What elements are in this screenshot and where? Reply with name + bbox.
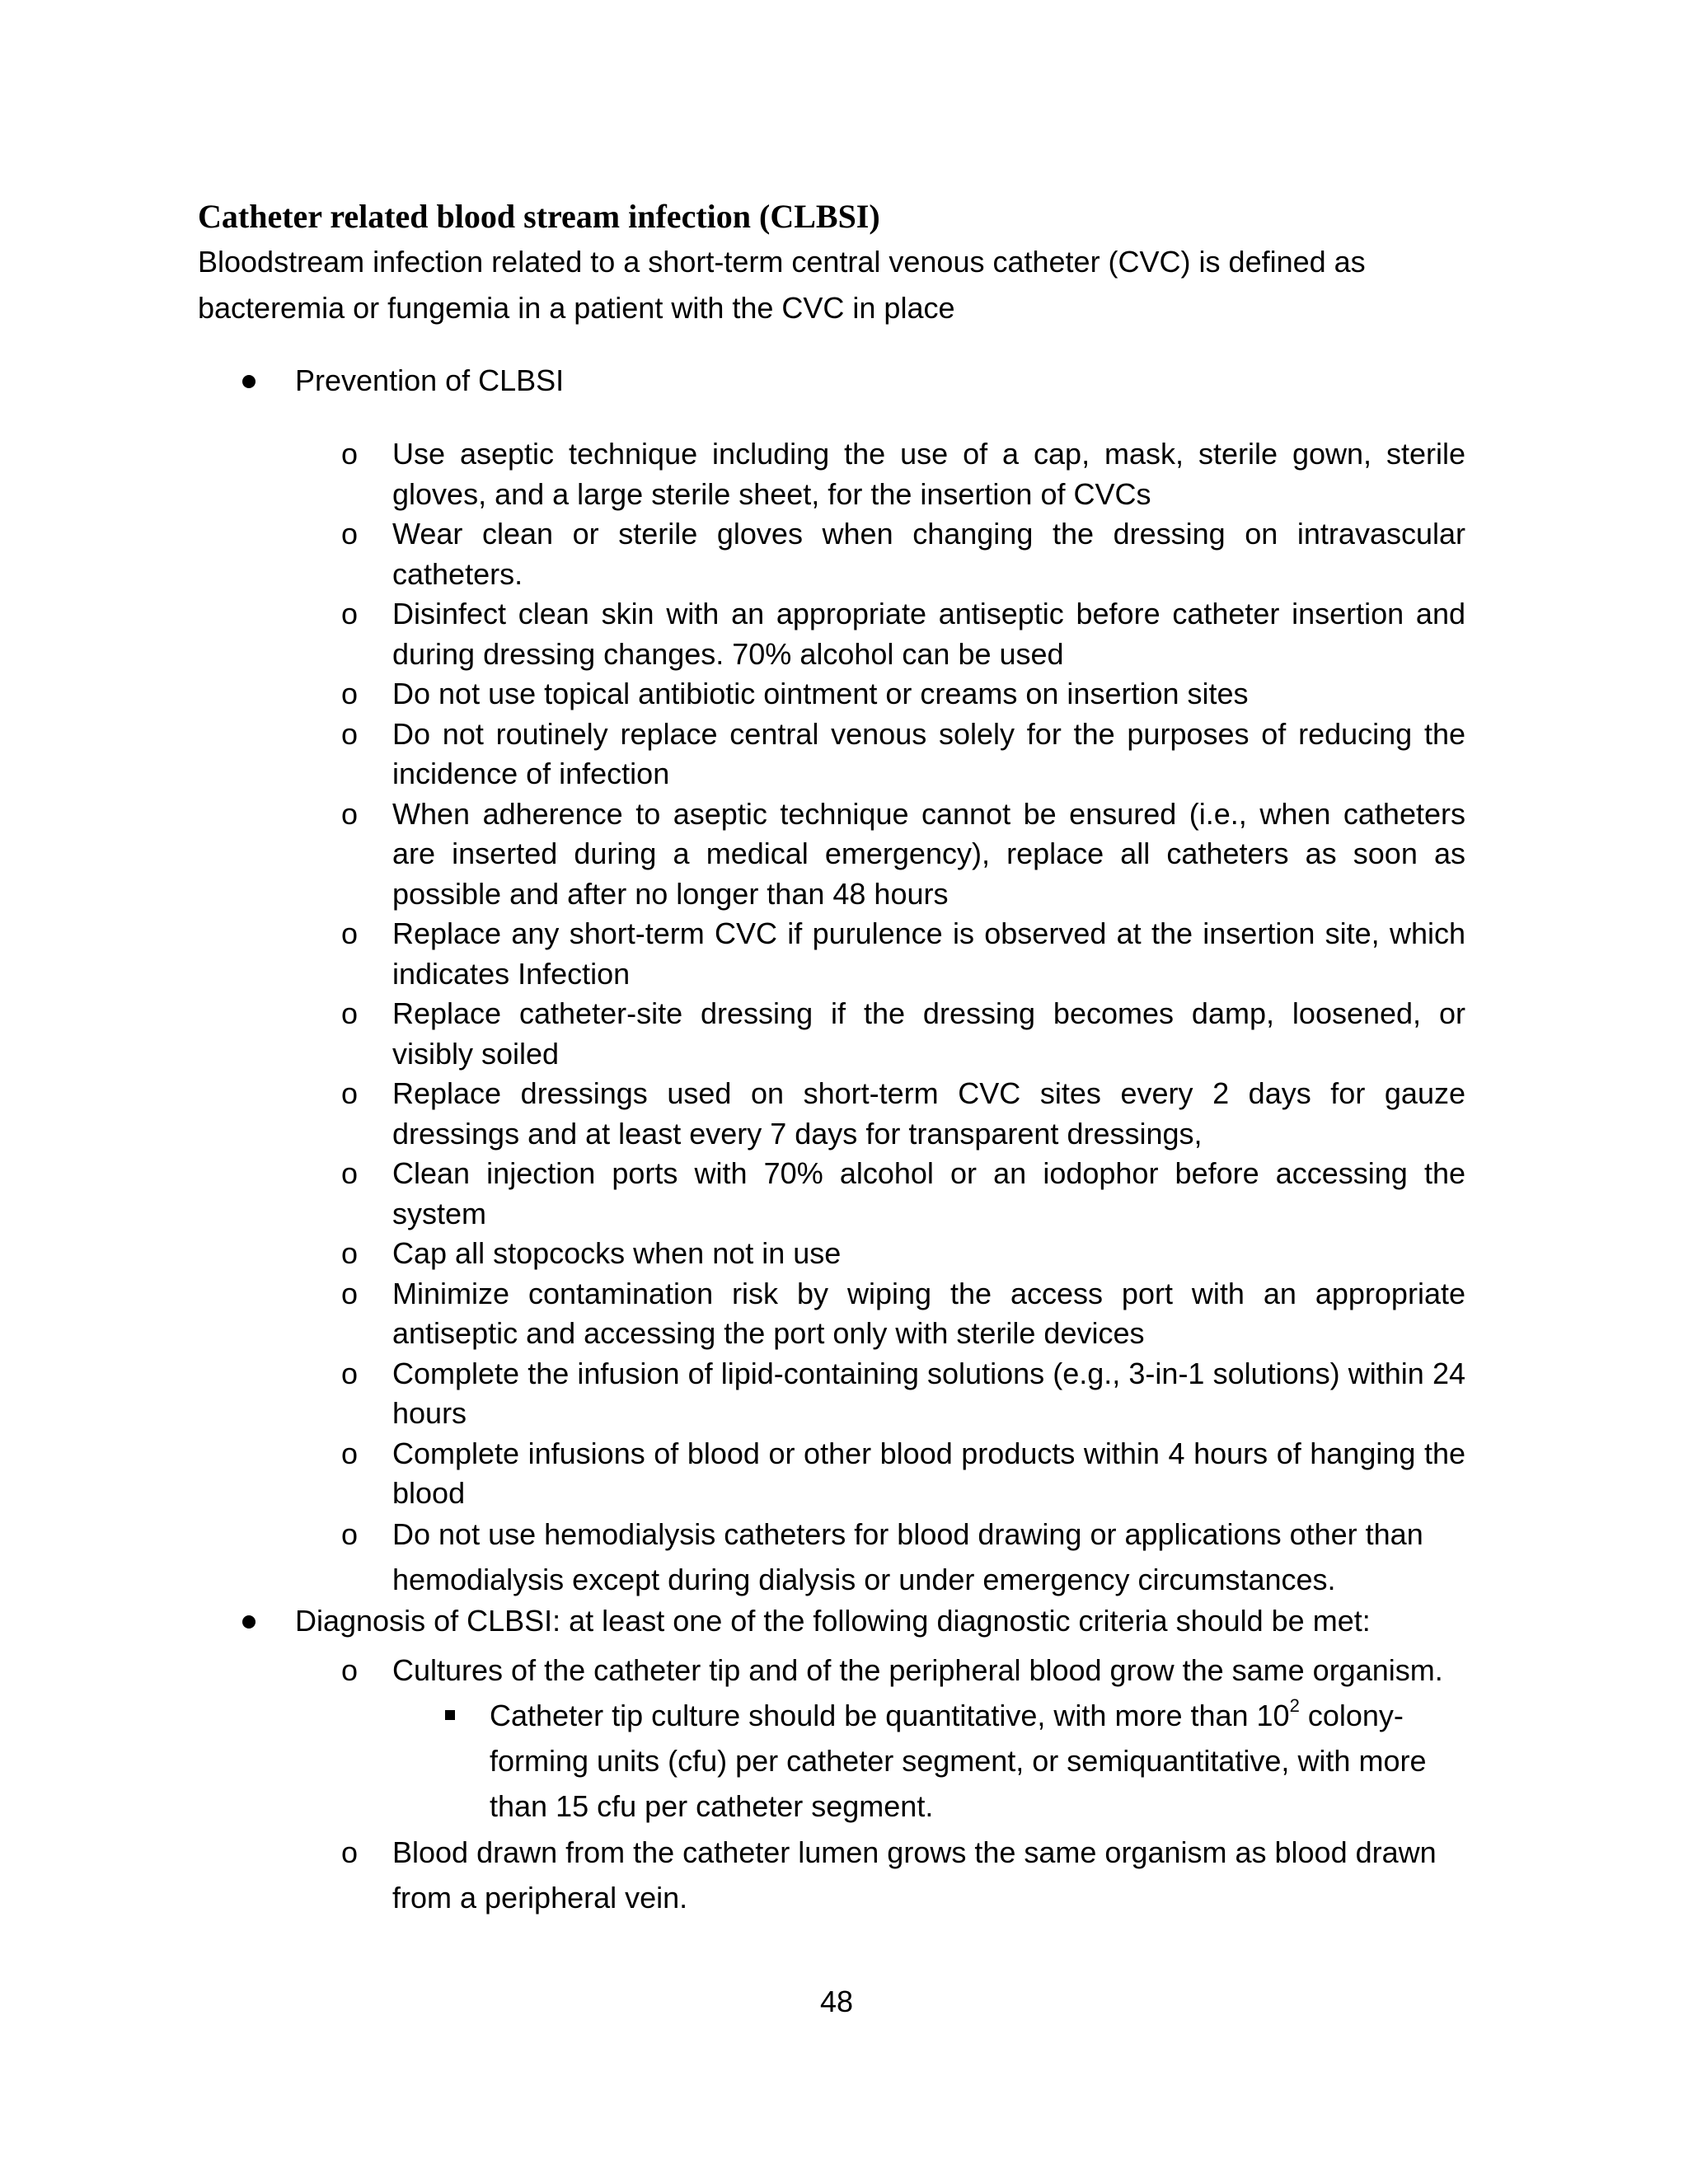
prevention-item — [0, 914, 1688, 994]
prevention-item — [0, 514, 1688, 594]
section-title: Catheter related blood stream infection (CLBSI) — [198, 198, 880, 235]
circle-marker-icon: o — [341, 437, 359, 471]
circle-marker-icon: o — [341, 1356, 359, 1390]
diagnosis-criterion — [0, 1830, 1688, 1920]
prevention-item-text: Replace dressings used on short-term CVC sites every 2 days for gauze dressings and at least every 7 days for transparent dressings, — [392, 1076, 1465, 1151]
prevention-item-text: Clean injection ports with 70% alcohol or an iodophor before accessing the system — [392, 1156, 1465, 1230]
prevention-item-text: Do not use topical antibiotic ointment or creams on insertion sites — [392, 677, 1249, 710]
page-number: 48 — [819, 1985, 854, 2018]
diagnosis-criterion-text: Cultures of the catheter tip and of the peripheral blood grow the same organism. — [392, 1653, 1443, 1687]
prevention-item — [0, 1274, 1688, 1354]
bullet-dot-icon — [242, 1615, 256, 1629]
prevention-list — [0, 434, 1688, 1602]
circle-marker-icon: o — [341, 517, 359, 551]
bullet-label-diagnosis: Diagnosis of CLBSI: at least one of the following diagnostic criteria should be met: — [295, 1604, 1371, 1638]
prevention-item — [0, 1234, 1688, 1274]
prevention-item — [0, 1074, 1688, 1154]
circle-marker-icon: o — [341, 716, 359, 751]
prevention-item — [0, 1511, 1688, 1602]
prevention-item — [0, 1354, 1688, 1434]
prevention-item-text: Disinfect clean skin with an appropriate antiseptic before catheter insertion and during dressing changes. 70% alcohol can be used — [392, 597, 1465, 671]
prevention-item — [0, 674, 1688, 715]
prevention-item-text: Wear clean or sterile gloves when changing the dressing on intravascular catheters. — [392, 517, 1465, 591]
prevention-item-text: Replace catheter-site dressing if the dressing becomes damp, loosened, or visibly soiled — [392, 996, 1465, 1071]
circle-marker-icon: o — [341, 1835, 359, 1869]
prevention-item-text: Minimize contamination risk by wiping the access port with an appropriate antiseptic and accessing the port only with sterile devices — [392, 1276, 1465, 1350]
circle-marker-icon: o — [341, 996, 359, 1030]
prevention-item — [0, 715, 1688, 794]
circle-marker-icon: o — [341, 1276, 359, 1310]
prevention-item-text: Complete infusions of blood or other blood products within 4 hours of hanging the blood — [392, 1436, 1465, 1510]
prevention-item — [0, 594, 1688, 674]
circle-marker-icon: o — [341, 597, 359, 630]
bullet-dot-icon — [242, 375, 256, 388]
circle-marker-icon: o — [341, 1076, 359, 1110]
circle-marker-icon: o — [341, 1236, 359, 1270]
square-marker-icon — [445, 1710, 455, 1720]
prevention-item — [0, 794, 1688, 915]
circle-marker-icon: o — [341, 1156, 359, 1190]
diagnosis-detail-text — [490, 1693, 1470, 1829]
prevention-item-text: Replace any short-term CVC if purulence is observed at the insertion site, which indicates Infection — [392, 916, 1465, 991]
prevention-item-text: Complete the infusion of lipid-containing solutions (e.g., 3-in-1 solutions) within 24 hours — [392, 1356, 1465, 1430]
diagnosis-criterion — [0, 1647, 1688, 1693]
prevention-item — [0, 1154, 1688, 1234]
definition-paragraph: Bloodstream infection related to a short-term central venous catheter (CVC) is defined as bacteremia or fungemia in a patient with the CVC in place — [198, 245, 1366, 325]
prevention-item-text: Do not use hemodialysis catheters for blood drawing or applications other than hemodialysis except during dialysis or under emergency circumstances. — [392, 1516, 1423, 1596]
prevention-item — [0, 434, 1688, 514]
prevention-item-text: Use aseptic technique including the use of a cap, mask, sterile gown, sterile gloves, and a large sterile sheet, for the insertion of CVCs — [392, 437, 1465, 511]
diagnosis-list — [0, 1647, 1688, 1920]
circle-marker-icon: o — [341, 677, 359, 710]
circle-marker-icon: o — [341, 1436, 359, 1470]
prevention-item — [0, 1434, 1688, 1514]
prevention-item-text: When adherence to aseptic technique cannot be ensured (i.e., when catheters are inserted during a medical emergency), replace all catheters as soon as possible and after no longer than 48 hours — [392, 796, 1465, 911]
detail-text-part: colony-forming units (cfu) per catheter segment, or semiquantitative, with more than 15 cfu per catheter segment. — [490, 1699, 1427, 1823]
detail-exponent: 2 — [1289, 1695, 1300, 1716]
circle-marker-icon: o — [341, 796, 359, 831]
prevention-item — [0, 994, 1688, 1074]
circle-marker-icon: o — [341, 1653, 359, 1687]
prevention-item-text: Cap all stopcocks when not in use — [392, 1236, 842, 1270]
diagnosis-criterion-text: Blood drawn from the catheter lumen grows the same organism as blood drawn from a peripheral vein. — [392, 1835, 1437, 1915]
circle-marker-icon: o — [341, 916, 359, 950]
bullet-label-prevention: Prevention of CLBSI — [295, 363, 565, 397]
prevention-item-text: Do not routinely replace central venous solely for the purposes of reducing the incidence of infection — [392, 716, 1465, 790]
detail-text-part: Catheter tip culture should be quantitative, with more than 10 — [490, 1699, 1290, 1732]
circle-marker-icon: o — [341, 1516, 359, 1551]
diagnosis-criterion-detail — [0, 1693, 1688, 1829]
